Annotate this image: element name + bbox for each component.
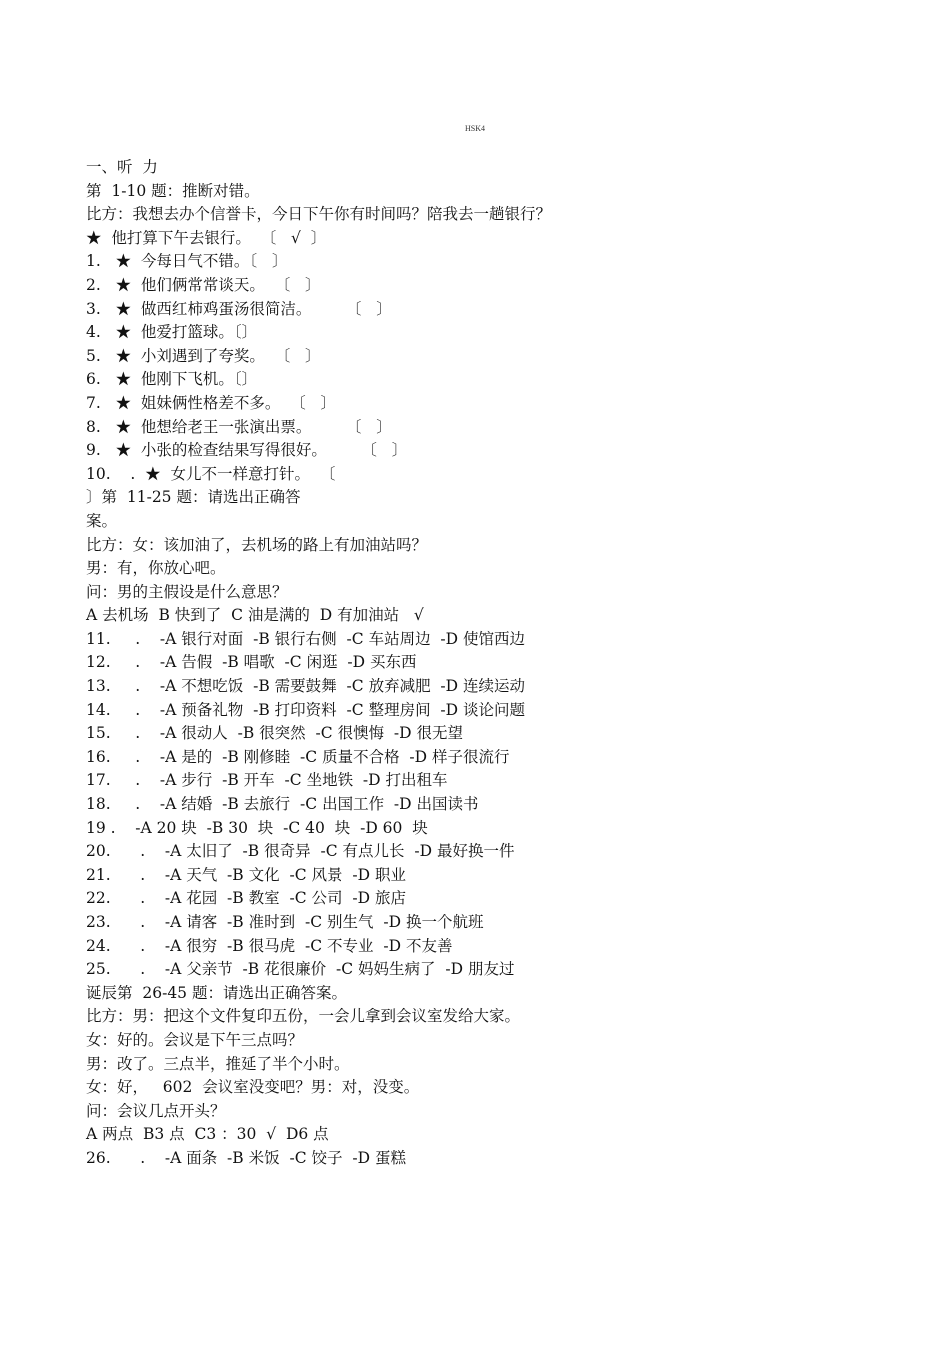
- page-header: HSK4: [464, 124, 485, 133]
- question-item: 7. ★ 姐妹俩性格差不多。 〔 〕: [86, 393, 337, 412]
- example-dialogue: 男：改了。三点半，推延了半个小时。: [86, 1054, 350, 1073]
- question-item: 3. ★ 做西红柿鸡蛋汤很简洁。 〔 〕: [86, 299, 392, 318]
- part-heading: 第 1-10 题：推断对错。: [86, 181, 260, 200]
- part-heading: 〕第 11-25 题：请选出正确答: [86, 488, 301, 507]
- example-question: 问：男的主假设是什么意思？: [86, 582, 288, 601]
- question-item: 26. . -A 面条 -B 米饭 -C 饺子 -D 蛋糕: [86, 1148, 406, 1167]
- example-text: 比方：我想去办个信誉卡，今日下午你有时间吗？陪我去一趟银行？: [86, 205, 552, 224]
- question-item: 1. ★ 今每日气不错。〔 〕: [86, 252, 288, 271]
- question-item: 8. ★ 他想给老王一张演出票。 〔 〕: [86, 417, 392, 436]
- question-item: 21. . -A 天气 -B 文化 -C 风景 -D 职业: [86, 865, 406, 884]
- question-item: 4. ★ 他爱打篮球。〔〕: [86, 323, 258, 342]
- part-heading: 诞辰第 26-45 题：请选出正确答案。: [86, 983, 347, 1002]
- question-item: 9. ★ 小张的检查结果写得很好。 〔 〕: [86, 441, 408, 460]
- example-options: A 两点 B3 点 C3 ：30 √ D6 点: [86, 1125, 329, 1144]
- question-item: 23. . -A 请客 -B 准时到 -C 别生气 -D 换一个航班: [86, 913, 484, 931]
- example-dialogue: 女：好， 602 会议室没变吧？男：对，没变。: [86, 1078, 420, 1097]
- question-item: 6. ★ 他刚下飞机。〔〕: [86, 370, 258, 389]
- question-item: 11. . -A 银行对面 -B 银行右侧 -C 车站周边 -D 使馆西边: [86, 629, 526, 648]
- example-dialogue: 比方：男：把这个文件复印五份，一会儿拿到会议室发给大家。: [86, 1007, 521, 1026]
- question-item: 18. . -A 结婚 -B 去旅行 -C 出国工作 -D 出国读书: [86, 795, 479, 814]
- example-question: 问：会议几点开头？: [86, 1101, 226, 1120]
- part-heading-continued: 案。: [86, 511, 118, 530]
- example-dialogue: 比方：女：该加油了，去机场的路上有加油站吗？: [86, 535, 428, 554]
- example-dialogue: 男：有，你放心吧。: [86, 559, 226, 578]
- example-options: A 去机场 B 快到了 C 油是满的 D 有加油站 √: [86, 606, 424, 625]
- question-item: 19 . -A 20 块 -B 30 块 -C 40 块 -D 60 块: [86, 818, 428, 837]
- question-item: 13. . -A 不想吃饭 -B 需要鼓舞 -C 放弃减肥 -D 连续运动: [86, 677, 526, 696]
- example-statement: ★ 他打算下午去银行。 〔 √ 〕: [86, 228, 327, 247]
- document-body: [86, 156, 886, 1171]
- question-item: 14. . -A 预备礼物 -B 打印资料 -C 整理房间 -D 谈论问题: [86, 700, 526, 719]
- question-item: 10. . ★ 女儿不一样意打针。 〔: [86, 464, 336, 483]
- question-item: 22. . -A 花园 -B 教室 -C 公司 -D 旅店: [86, 889, 406, 908]
- question-item: 25. . -A 父亲节 -B 花很廉价 -C 妈妈生病了 -D 朋友过: [86, 960, 515, 979]
- question-item: 17. . -A 步行 -B 开车 -C 坐地铁 -D 打出租车: [86, 771, 448, 790]
- example-dialogue: 女：好的。会议是下午三点吗？: [86, 1030, 304, 1049]
- question-item: 12. . -A 告假 -B 唱歌 -C 闲逛 -D 买东西: [86, 653, 417, 672]
- section-title: 一、听 力: [86, 158, 158, 176]
- question-item: 5. ★ 小刘遇到了夸奖。 〔 〕: [86, 346, 321, 365]
- question-item: 16. . -A 是的 -B 刚修睦 -C 质量不合格 -D 样子很流行: [86, 747, 510, 766]
- question-item: 15. . -A 很动人 -B 很突然 -C 很懊悔 -D 很无望: [86, 724, 464, 743]
- question-item: 24. . -A 很穷 -B 很马虎 -C 不专业 -D 不友善: [86, 936, 453, 955]
- question-item: 2. ★ 他们俩常常谈天。 〔 〕: [86, 275, 321, 294]
- question-item: 20. . -A 太旧了 -B 很奇异 -C 有点儿长 -D 最好换一件: [86, 842, 515, 861]
